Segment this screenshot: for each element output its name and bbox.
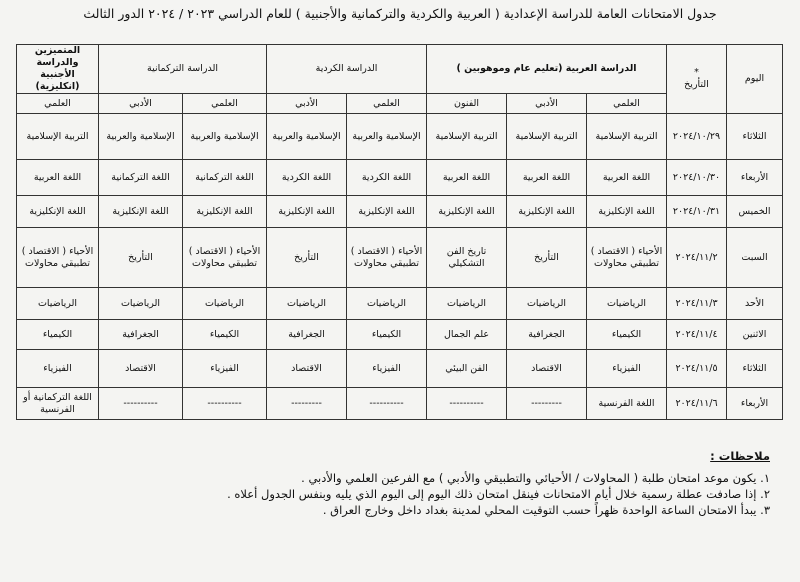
table-row [17,160,783,196]
header-day: اليوم [727,45,783,114]
table-row [17,288,783,320]
subject-cell: الإسلامية والعربية [99,114,183,160]
header-row [17,45,783,94]
day-cell: الاثنين [727,320,783,350]
subject-cell: الرياضيات [347,288,427,320]
subject-cell: التأريخ [99,228,183,288]
subject-cell: علم الجمال [427,320,507,350]
day-cell: الثلاثاء [727,350,783,388]
day-cell: الخميس [727,196,783,228]
subject-cell: اللغة الإنكليزية [267,196,347,228]
note-item: ٢. إذا صادفت عطلة رسمية خلال أيام الامتحانات فينقل امتحان ذلك اليوم إلى اليوم الذي يليه وبنفس الجدول أعلاه . [227,487,770,501]
exam-schedule-table [16,44,783,420]
subject-cell: الرياضيات [183,288,267,320]
subject-cell: اللغة التركمانية [99,160,183,196]
subheader-cell: العلمي [587,94,667,114]
subject-cell: الجغرافية [507,320,587,350]
schedule-body [17,114,783,420]
subject-cell: التأريخ [507,228,587,288]
subject-cell: ---------- [347,388,427,420]
table-row [17,388,783,420]
subject-cell: الرياضيات [587,288,667,320]
date-cell: ٢٠٢٤/١١/٢ [667,228,727,288]
subject-cell: التربية الإسلامية [17,114,99,160]
subject-cell: الرياضيات [267,288,347,320]
date-cell: ٢٠٢٤/١١/٤ [667,320,727,350]
table-row [17,196,783,228]
table-row [17,228,783,288]
subject-cell: اللغة الإنكليزية [17,196,99,228]
date-cell: ٢٠٢٤/١٠/٣٠ [667,160,727,196]
subject-cell: اللغة الإنكليزية [427,196,507,228]
subject-cell: الإسلامية والعربية [347,114,427,160]
subject-cell: الأحياء ( الاقتصاد ) تطبيقي محاولات [587,228,667,288]
table-row [17,320,783,350]
subject-cell: الجغرافية [267,320,347,350]
subject-cell: --------- [267,388,347,420]
subject-cell: اللغة التركمانية [183,160,267,196]
subject-cell: الأحياء ( الاقتصاد ) تطبيقي محاولات [183,228,267,288]
subject-cell: ---------- [183,388,267,420]
note-item: ٣. يبدأ الامتحان الساعة الواحدة ظهراً حسب التوقيت المحلي لمدينة بغداد داخل وخارج العراق . [322,503,770,517]
date-cell: ٢٠٢٤/١١/٦ [667,388,727,420]
subject-cell: اللغة العربية [427,160,507,196]
subject-cell: الفيزياء [183,350,267,388]
day-cell: الثلاثاء [727,114,783,160]
subheader-cell: العلمي [347,94,427,114]
note-item: ١. يكون موعد امتحان طلبة ( المحاولات / الأحيائي والتطبيقي والأدبي ) مع الفرعين العلمي والأدبي . [301,471,770,485]
day-cell: الأحد [727,288,783,320]
date-star: * [694,67,699,78]
subject-cell: اللغة الإنكليزية [347,196,427,228]
subheader-cell: العلمي [183,94,267,114]
subject-cell: اللغة الإنكليزية [99,196,183,228]
subject-cell: اللغة الإنكليزية [587,196,667,228]
subheader-cell: الفنون [427,94,507,114]
notes-heading: ملاحظات : [710,449,770,463]
date-label: التأريخ [684,79,709,90]
subject-cell: الكيمياء [17,320,99,350]
subject-cell: الإسلامية والعربية [183,114,267,160]
subject-cell: الكيمياء [183,320,267,350]
subject-cell: اللغة العربية [17,160,99,196]
subject-cell: ---------- [427,388,507,420]
header-arabic: الدراسة العربية (تعليم عام وموهوبين ) [427,45,667,94]
notes-section [50,448,770,518]
subject-cell: الأحياء ( الاقتصاد ) تطبيقي محاولات [17,228,99,288]
subject-cell: الجغرافية [99,320,183,350]
subject-cell: الاقتصاد [507,350,587,388]
header-kurdish: الدراسة الكردية [267,45,427,94]
subject-cell: الاقتصاد [267,350,347,388]
subject-cell: الكيمياء [347,320,427,350]
subject-cell: التربية الإسلامية [507,114,587,160]
subject-cell: الرياضيات [17,288,99,320]
subject-cell: ---------- [99,388,183,420]
date-cell: ٢٠٢٤/١١/٥ [667,350,727,388]
subject-cell: الاقتصاد [99,350,183,388]
subject-cell: اللغة الإنكليزية [507,196,587,228]
page-title: جدول الامتحانات العامة للدراسة الإعدادية ( العربية والكردية والتركمانية والأجنبية ) للعام الدراسي ٢٠٢٣ / ٢٠٢٤ الدور الثالث [83,6,717,21]
date-cell: ٢٠٢٤/١٠/٢٩ [667,114,727,160]
subject-cell: اللغة الكردية [267,160,347,196]
subject-cell: الرياضيات [507,288,587,320]
subject-cell: الأحياء ( الاقتصاد ) تطبيقي محاولات [347,228,427,288]
header-foreign: المتميزين والدراسة الأجنبية (انكليزية) [17,45,99,94]
subject-cell: التربية الإسلامية [427,114,507,160]
subheader-cell: الأدبي [507,94,587,114]
subject-cell: التأريخ [267,228,347,288]
subject-cell: اللغة العربية [587,160,667,196]
day-cell: السبت [727,228,783,288]
subject-cell: الرياضيات [99,288,183,320]
subject-cell: الكيمياء [587,320,667,350]
subheader-cell: الأدبي [267,94,347,114]
table-row [17,114,783,160]
subject-cell: الفيزياء [587,350,667,388]
header-date [667,45,727,114]
subject-cell: اللغة الإنكليزية [183,196,267,228]
date-cell: ٢٠٢٤/١١/٣ [667,288,727,320]
day-cell: الأربعاء [727,388,783,420]
subject-cell: الإسلامية والعربية [267,114,347,160]
subheader-cell: الأدبي [99,94,183,114]
table-row [17,350,783,388]
subject-cell: اللغة التركمانية أو الفرنسية [17,388,99,420]
subject-cell: التربية الإسلامية [587,114,667,160]
subject-cell: الفن البيئي [427,350,507,388]
header-turkmen: الدراسة التركمانية [99,45,267,94]
subject-cell: اللغة العربية [507,160,587,196]
subject-cell: تاريخ الفن التشكيلي [427,228,507,288]
subject-cell: --------- [507,388,587,420]
subject-cell: الفيزياء [347,350,427,388]
subject-cell: اللغة الفرنسية [587,388,667,420]
subject-cell: الرياضيات [427,288,507,320]
subject-cell: اللغة الكردية [347,160,427,196]
day-cell: الأربعاء [727,160,783,196]
date-cell: ٢٠٢٤/١٠/٣١ [667,196,727,228]
subject-cell: الفيزياء [17,350,99,388]
subheader-cell: العلمي [17,94,99,114]
